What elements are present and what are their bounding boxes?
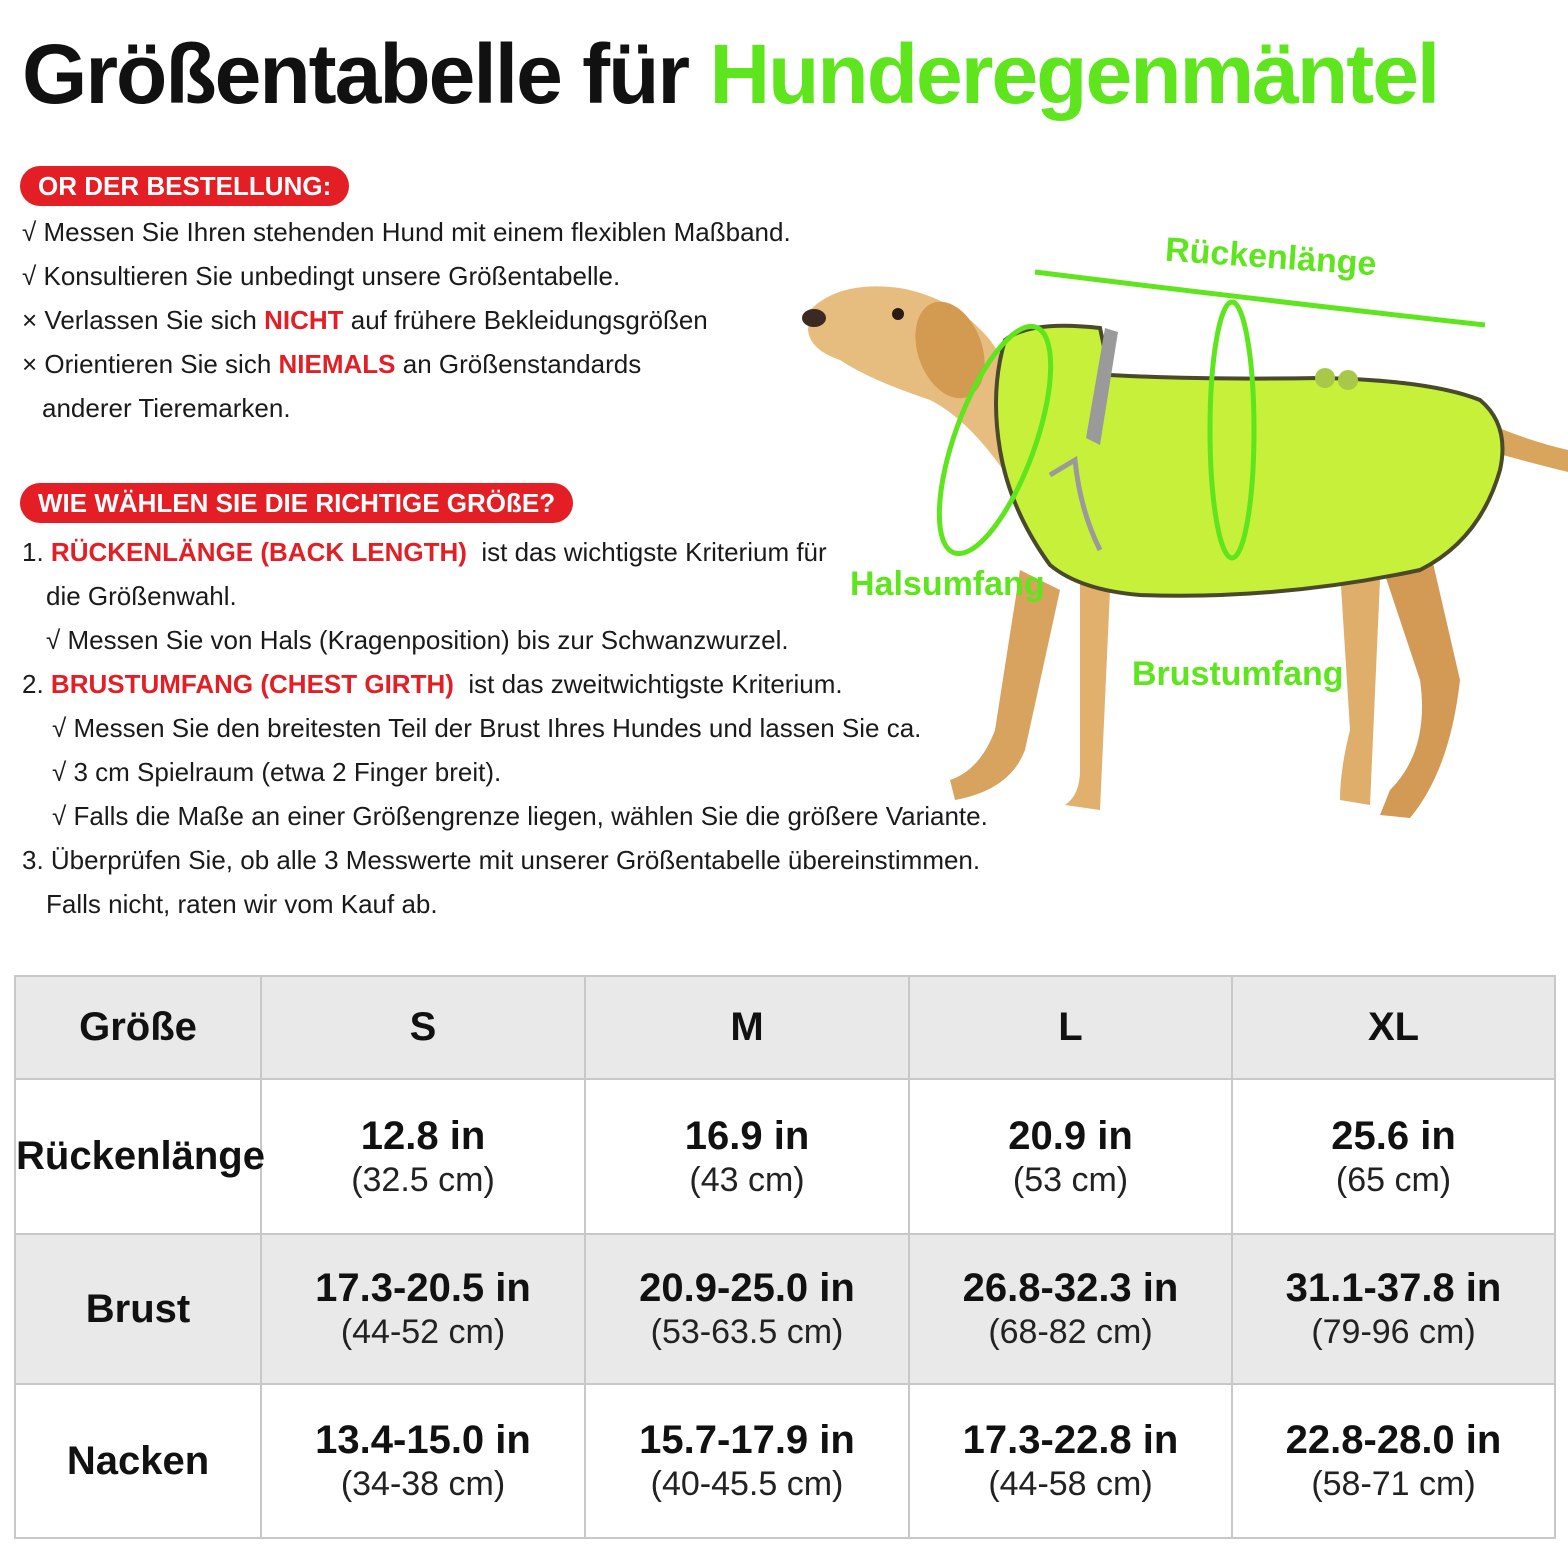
size-table	[14, 975, 1556, 1539]
label-neck-girth: Halsumfang	[850, 565, 1045, 603]
instruction-line: √ Messen Sie Ihren stehenden Hund mit einem flexiblen Maßband.	[22, 217, 791, 247]
table-cell	[909, 1234, 1232, 1384]
value-cm: (53 cm)	[1012, 1160, 1129, 1199]
value-cm: (44-58 cm)	[988, 1465, 1153, 1503]
table-row	[15, 1234, 1555, 1384]
value-inch: 16.9 in	[684, 1113, 810, 1158]
dog-front-leg	[1065, 580, 1110, 810]
value-cm: (68-82 cm)	[988, 1313, 1153, 1351]
value-cm: (32.5 cm)	[351, 1160, 495, 1199]
criterion-line: Falls nicht, raten wir vom Kauf ab.	[46, 889, 438, 919]
value-cm: (34-38 cm)	[340, 1465, 506, 1503]
criterion-line: √ Messen Sie von Hals (Kragenposition) bis zur Schwanzwurzel.	[46, 625, 789, 655]
table-cell	[1232, 1384, 1555, 1538]
table-cell	[261, 1384, 585, 1538]
instruction-text: an Größenstandards	[395, 349, 642, 379]
criterion-line	[22, 669, 843, 699]
section-heading-how-to-choose: WIE WÄHLEN SIE DIE RICHTIGE GRÖßE?	[20, 483, 573, 523]
table-cell	[1232, 1234, 1555, 1384]
list-number: 2.	[22, 669, 51, 699]
row-label-neck: Nacken	[15, 1384, 261, 1538]
value-inch: 20.9-25.0 in	[639, 1266, 855, 1310]
table-row	[15, 1384, 1555, 1538]
value-cm: (65 cm)	[1335, 1160, 1452, 1199]
label-chest-girth: Brustumfang	[1132, 655, 1344, 693]
instruction-text: × Orientieren Sie sich	[22, 349, 279, 379]
header-size-label: Größe	[15, 976, 261, 1079]
instruction-line	[22, 349, 641, 379]
list-number: 1.	[22, 537, 51, 567]
criterion-line: √ 3 cm Spielraum (etwa 2 Finger breit).	[52, 757, 502, 787]
criterion-line: √ Falls die Maße an einer Größengrenze liegen, wählen Sie die größere Variante.	[52, 801, 988, 831]
criterion-text: ist das zweitwichtigste Kriterium.	[453, 669, 843, 699]
table-cell	[1232, 1079, 1555, 1234]
criterion-line: √ Messen Sie den breitesten Teil der Brust Ihres Hundes und lassen Sie ca.	[52, 713, 922, 743]
value-inch: 26.8-32.3 in	[962, 1266, 1179, 1310]
instruction-line: √ Konsultieren Sie unbedingt unsere Größentabelle.	[22, 261, 621, 291]
value-cm: (58-71 cm)	[1311, 1465, 1476, 1503]
paw-print	[1315, 368, 1335, 388]
table-cell	[261, 1234, 585, 1384]
emphasis-text: NICHT	[264, 305, 344, 335]
back-length-line	[1035, 272, 1485, 325]
page-title	[22, 24, 1552, 124]
criterion-text: ist das wichtigste Kriterium für	[466, 537, 827, 567]
dog-raincoat-illustration	[780, 210, 1568, 850]
instruction-text: auf frühere Bekleidungsgrößen	[343, 305, 708, 335]
value-cm: (53-63.5 cm)	[650, 1313, 844, 1351]
table-cell	[261, 1079, 585, 1234]
value-cm: (79-96 cm)	[1311, 1313, 1476, 1351]
value-inch: 17.3-20.5 in	[315, 1266, 531, 1310]
label-back-length: Rückenlänge	[1163, 230, 1378, 284]
table-row	[15, 1079, 1555, 1234]
value-inch: 15.7-17.9 in	[639, 1418, 855, 1462]
dog-hind-leg	[1380, 550, 1460, 818]
value-inch: 13.4-15.0 in	[315, 1418, 531, 1462]
table-cell	[909, 1079, 1232, 1234]
table-cell	[585, 1079, 909, 1234]
instruction-line: anderer Tieremarken.	[42, 393, 291, 423]
value-inch: 17.3-22.8 in	[962, 1418, 1179, 1462]
value-inch: 22.8-28.0 in	[1285, 1418, 1502, 1462]
table-cell	[585, 1234, 909, 1384]
value-cm: (43 cm)	[689, 1160, 805, 1199]
table-cell	[585, 1384, 909, 1538]
header-size-m: M	[585, 976, 909, 1079]
title-part-green: Hunderegenmäntel	[709, 27, 1439, 121]
paw-print	[1338, 370, 1358, 390]
row-label-chest: Brust	[15, 1234, 261, 1384]
header-size-l: L	[909, 976, 1232, 1079]
dog-nose	[802, 309, 826, 327]
value-inch: 25.6 in	[1331, 1113, 1456, 1158]
value-cm: (40-45.5 cm)	[650, 1465, 844, 1503]
criterion-line: 3. Überprüfen Sie, ob alle 3 Messwerte mit unserer Größentabelle übereinstimmen.	[22, 845, 981, 875]
table-header-row	[15, 976, 1555, 1079]
emphasis-text: BRUSTUMFANG (CHEST GIRTH)	[50, 669, 454, 699]
value-inch: 12.8 in	[360, 1113, 486, 1158]
value-inch: 20.9 in	[1008, 1113, 1133, 1158]
title-part-dark: Größentabelle für	[22, 27, 689, 121]
dog-illustration-svg	[780, 210, 1568, 850]
dog-eye	[892, 308, 904, 320]
emphasis-text: NIEMALS	[278, 349, 396, 379]
row-label-back-length: Rückenlänge	[15, 1079, 261, 1234]
dog-hind-leg	[1340, 570, 1380, 805]
instruction-text: × Verlassen Sie sich	[22, 305, 265, 335]
emphasis-text: RÜCKENLÄNGE (BACK LENGTH)	[50, 537, 467, 567]
header-size-s: S	[261, 976, 585, 1079]
table-cell	[909, 1384, 1232, 1538]
value-inch: 31.1-37.8 in	[1285, 1266, 1502, 1310]
criterion-line	[22, 537, 827, 567]
section-heading-before-order: OR DER BESTELLUNG:	[20, 166, 349, 206]
header-size-xl: XL	[1232, 976, 1555, 1079]
value-cm: (44-52 cm)	[340, 1313, 506, 1351]
instruction-line	[22, 305, 708, 335]
criterion-line: die Größenwahl.	[46, 581, 237, 611]
dog-front-leg	[950, 570, 1060, 800]
